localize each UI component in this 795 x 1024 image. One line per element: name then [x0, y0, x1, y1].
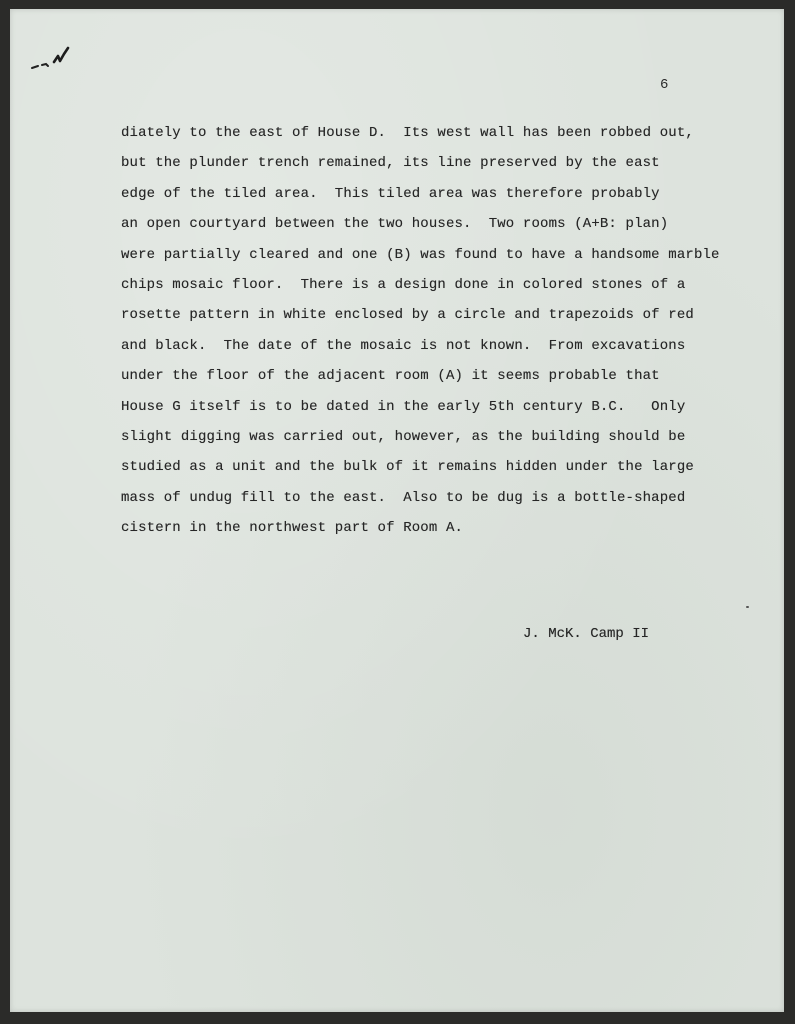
body-text: [121, 123, 720, 548]
text-line: slight digging was carried out, however, as the building should be: [121, 428, 686, 445]
text-line: and black. The date of the mosaic is not known. From excavations: [121, 337, 686, 354]
author-signature: J. McK. Camp II: [523, 626, 650, 642]
text-line: cistern in the northwest part of Room A.: [121, 520, 464, 537]
text-line: but the plunder trench remained, its line preserved by the east: [121, 155, 660, 172]
text-line: rosette pattern in white enclosed by a circle and trapezoids of red: [121, 307, 694, 324]
page-number: 6: [660, 77, 669, 93]
text-line: under the floor of the adjacent room (A) it seems probable that: [121, 368, 660, 385]
text-line: studied as a unit and the bulk of it remains hidden under the large: [121, 459, 694, 476]
text-line: diately to the east of House D. Its west wall has been robbed out,: [121, 125, 694, 141]
text-line: edge of the tiled area. This tiled area was therefore probably: [121, 185, 660, 202]
text-line: were partially cleared and one (B) was found to have a handsome marble: [121, 246, 720, 263]
ink-mark: [30, 42, 74, 72]
text-line: House G itself is to be dated in the early 5th century B.C. Only: [121, 398, 686, 415]
text-line: an open courtyard between the two houses. Two rooms (A+B: plan): [121, 216, 669, 233]
text-line: chips mosaic floor. There is a design done in colored stones of a: [121, 276, 686, 293]
text-line: mass of undug fill to the east. Also to be dug is a bottle-shaped: [121, 489, 686, 506]
ink-speck: [746, 606, 749, 608]
